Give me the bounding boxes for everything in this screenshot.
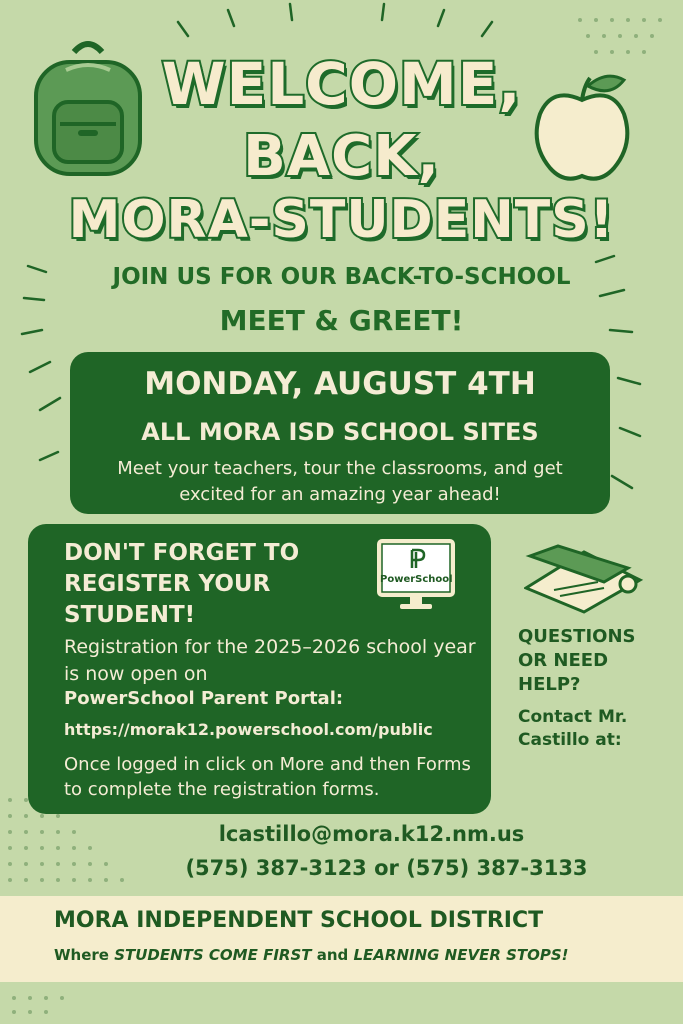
tagline-emphasis-1: STUDENTS COME FIRST	[114, 946, 312, 964]
footer-banner	[0, 896, 683, 982]
registration-portal: PowerSchool Parent Portal:	[64, 688, 344, 709]
contact-phone: (575) 387-3123 or (575) 387-3133	[185, 856, 588, 880]
title-line-3: MORA-STUDENTS!	[68, 190, 615, 250]
help-question: QUESTIONS OR NEED HELP?	[518, 626, 636, 695]
title-line-1: WELCOME,	[161, 50, 522, 118]
contact-email[interactable]: lcastillo@mora.k12.nm.us	[218, 822, 525, 846]
tagline-prefix: Where	[54, 946, 115, 964]
subtitle-line-1: JOIN US FOR OUR BACK-TO-SCHOOL	[112, 264, 571, 290]
diploma-icon	[524, 544, 644, 616]
tagline-mid: and	[311, 946, 354, 964]
event-description: Meet your teachers, tour the classrooms, and get excited for an amazing year ahead!	[117, 458, 563, 505]
registration-instructions: Once logged in click on More and then Forms to complete the registration forms.	[64, 754, 471, 800]
tagline	[54, 946, 569, 964]
event-box	[70, 352, 610, 514]
registration-text: Registration for the 2025–2026 school year is now open on	[64, 636, 476, 685]
title-line-2: BACK,	[243, 124, 440, 189]
event-date: MONDAY, AUGUST 4TH	[144, 366, 536, 402]
event-location: ALL MORA ISD SCHOOL SITES	[141, 418, 539, 446]
help-contact: Contact Mr. Castillo at:	[518, 707, 628, 750]
subtitle-line-2: MEET & GREET!	[219, 304, 464, 337]
tagline-emphasis-2: LEARNING NEVER STOPS!	[353, 946, 569, 964]
registration-heading: DON'T FORGET TO REGISTER YOUR STUDENT!	[64, 540, 300, 628]
powerschool-logo-text: PowerSchool	[380, 574, 453, 585]
district-name: MORA INDEPENDENT SCHOOL DISTRICT	[54, 908, 544, 933]
registration-url[interactable]: https://morak12.powerschool.com/public	[64, 720, 433, 739]
